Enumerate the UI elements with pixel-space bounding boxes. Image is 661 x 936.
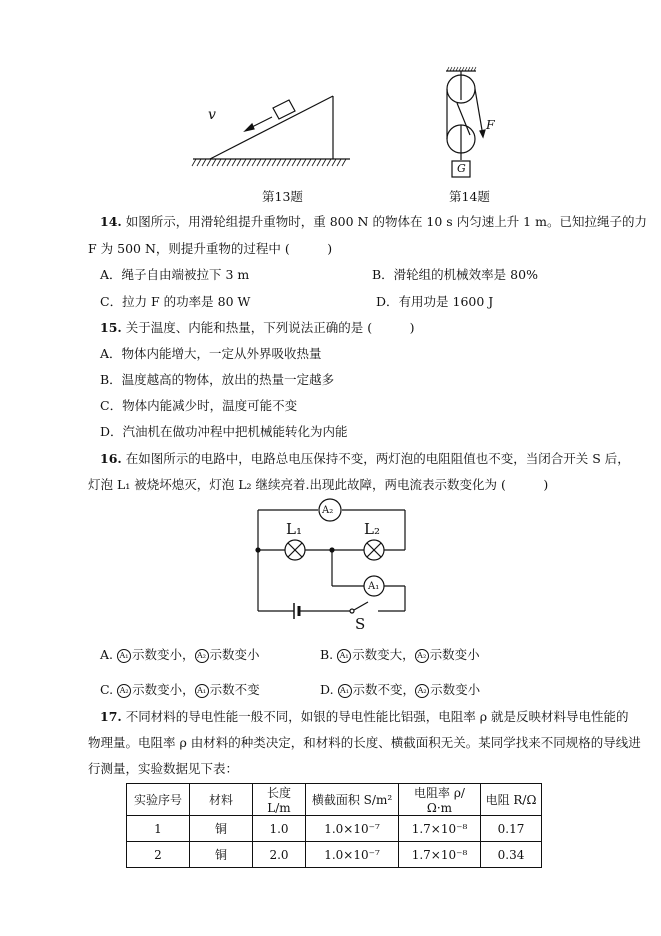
lamp-l2-label: L₂ [364, 520, 380, 538]
ammeter-icon: A₁ [195, 684, 209, 698]
ammeter-icon: A₁ [338, 684, 352, 698]
q16-stem-2: 灯泡 L₁ 被烧坏熄灭，灯泡 L₂ 继续亮着.出现此故障，两电流表示数变化为 ( ) [88, 477, 549, 492]
table-row: 1 铜 1.0 1.0×10⁻⁷ 1.7×10⁻⁸ 0.17 [127, 816, 542, 842]
ammeter-icon: A₂ [415, 649, 429, 663]
q17-number: 17. [100, 709, 122, 724]
q14-number: 14. [100, 214, 122, 229]
table-header: 长度 L/m [253, 784, 306, 816]
table-header-row [127, 784, 542, 816]
q14-stem: 如图所示，用滑轮组提升重物时，重 800 N 的物体在 10 s 内匀速上升 1 m。已知拉绳子的力 [125, 214, 647, 229]
q16-option-a: A. A₁ 示数变小， A₂ 示数变小 [100, 647, 260, 662]
velocity-label: v [208, 107, 216, 123]
ammeter-a1-label: A₁ [368, 581, 380, 592]
table-header: 电阻率 ρ/Ω·m [399, 784, 481, 816]
q14-option-d: D．有用功是 1600 J [376, 294, 494, 309]
table-header: 横截面积 S/m² [306, 784, 399, 816]
q15-option-c: C．物体内能减少时，温度可能不变 [100, 398, 298, 413]
fig13-caption: 第13题 [262, 189, 303, 204]
table-header: 电阻 R/Ω [481, 784, 542, 816]
q15-stem: 关于温度、内能和热量，下列说法正确的是 ( ) [125, 320, 415, 335]
q15-option-d: D．汽油机在做功冲程中把机械能转化为内能 [100, 424, 348, 439]
q14-option-b: B．滑轮组的机械效率是 80% [372, 267, 538, 282]
q14-option-c: C．拉力 F 的功率是 80 W [100, 294, 251, 309]
q16-stem: 在如图所示的电路中，电路总电压保持不变，两灯泡的电阻阻值也不变，当闭合开关 S 后， [125, 451, 630, 466]
ammeter-icon: A₁ [117, 649, 131, 663]
fig14-caption: 第14题 [449, 189, 490, 204]
ammeter-icon: A₂ [117, 684, 131, 698]
ammeter-icon: A₂ [195, 649, 209, 663]
q14-option-a: A．绳子自由端被拉下 3 m [100, 267, 250, 282]
q17-stem-2: 物理量。电阻率 ρ 由材料的种类决定，和材料的长度、横截面积无关。某同学找来不同规格的导线进 [88, 735, 641, 750]
table-header: 实验序号 [127, 784, 190, 816]
q16-option-c: C. A₂ 示数变小， A₁ 示数不变 [100, 682, 260, 697]
q16-number: 16. [100, 451, 122, 466]
q16-option-d: D. A₁ 示数不变， A₂ 示数变小 [320, 682, 481, 697]
q15-number: 15. [100, 320, 122, 335]
q17-stem-3: 行测量，实验数据见下表： [88, 761, 239, 776]
weight-label: G [457, 162, 466, 175]
table-row: 2 铜 2.0 1.0×10⁻⁷ 1.7×10⁻⁸ 0.34 [127, 842, 542, 868]
ammeter-a2-label: A₂ [322, 505, 334, 516]
q16-option-b: B. A₁ 示数变大， A₂ 示数变小 [320, 647, 480, 662]
resistivity-table [126, 783, 542, 868]
table-header: 材料 [190, 784, 253, 816]
q17-stem: 不同材料的导电性能一般不同，如银的导电性能比铝强，电阻率 ρ 就是反映材料导电性能的 [125, 709, 629, 724]
q15-option-a: A．物体内能增大，一定从外界吸收热量 [100, 346, 322, 361]
ammeter-icon: A₁ [337, 649, 351, 663]
lamp-l1-label: L₁ [286, 520, 302, 538]
q15-option-b: B．温度越高的物体，放出的热量一定越多 [100, 372, 335, 387]
switch-s-label: S [355, 615, 366, 633]
force-label: F [486, 117, 495, 132]
q14-stem-2: F 为 500 N，则提升重物的过程中 ( ) [88, 241, 333, 256]
ammeter-icon: A₂ [415, 684, 429, 698]
